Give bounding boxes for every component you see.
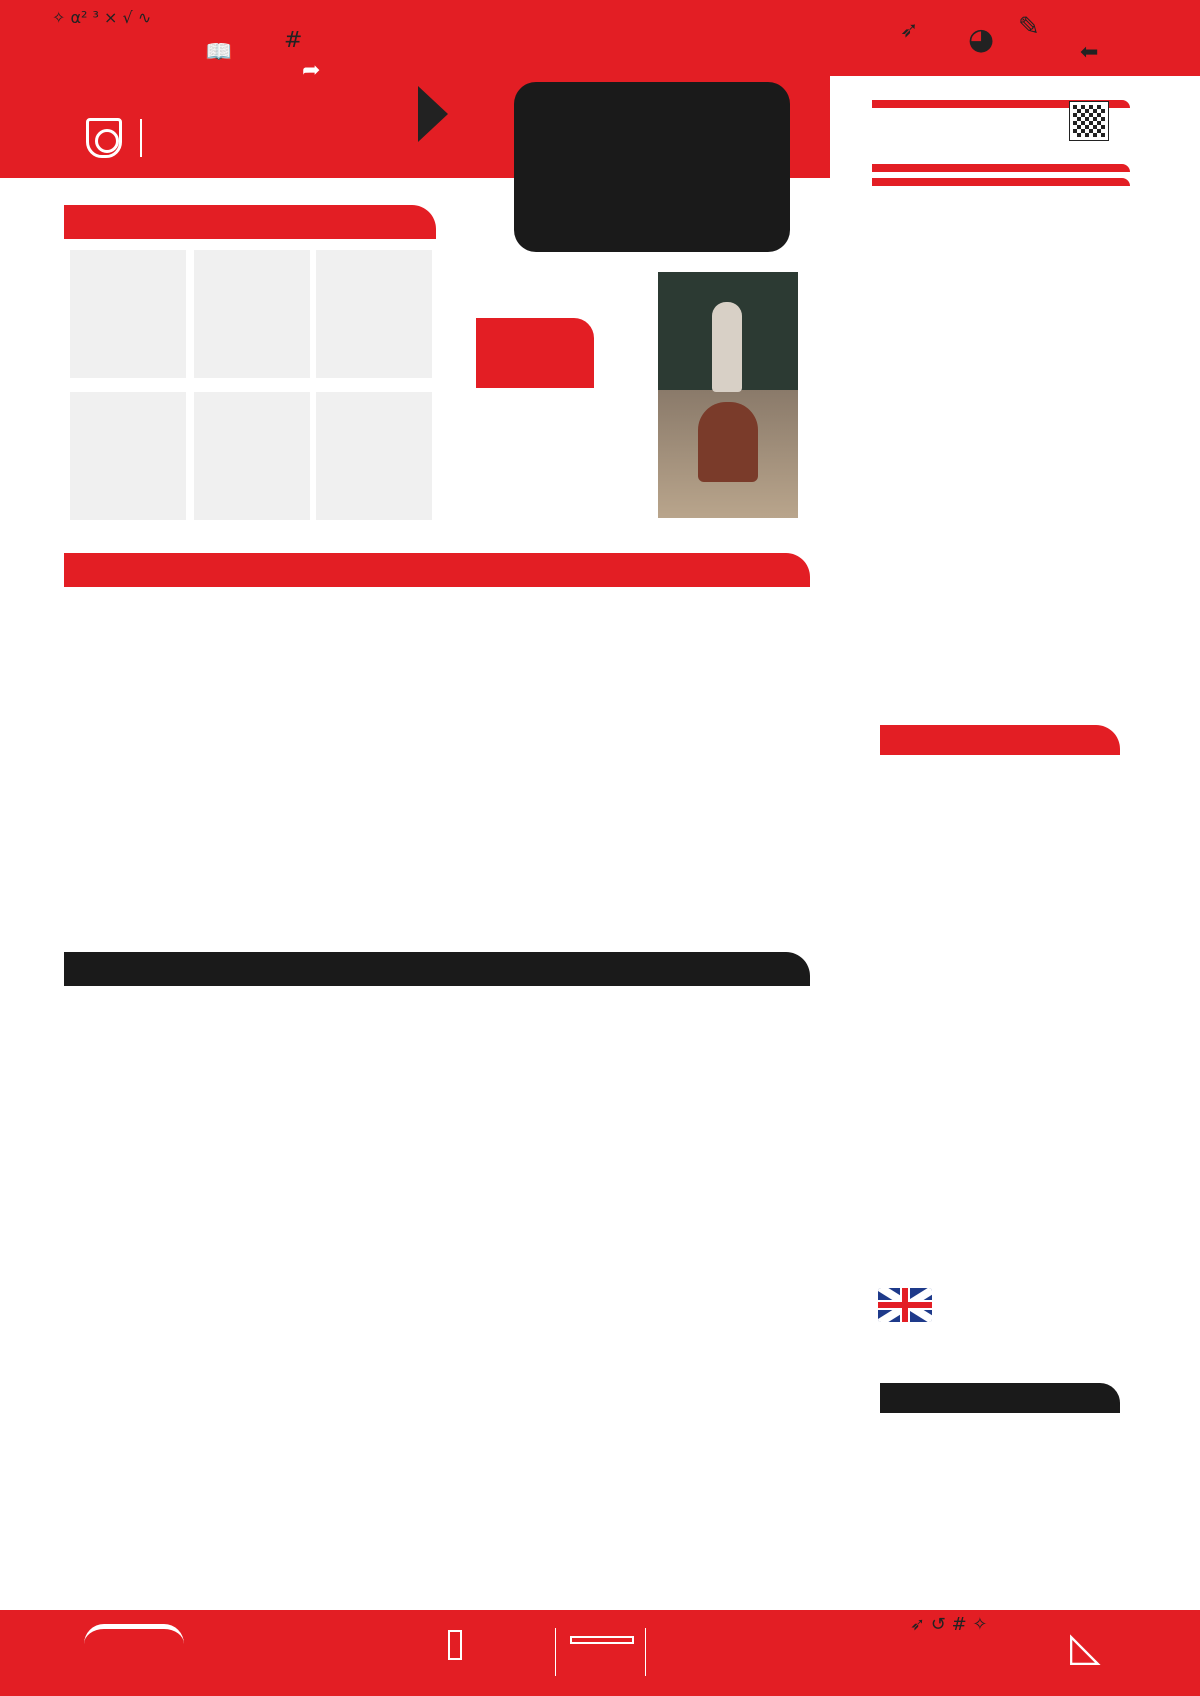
card-gap — [324, 402, 424, 408]
section-cursos — [64, 553, 810, 587]
logo-divider — [140, 119, 142, 157]
footer-divider — [645, 1628, 646, 1676]
uk-flag-icon — [878, 1288, 932, 1322]
globe-icon: ◕ — [968, 22, 995, 57]
card-gap — [202, 260, 302, 266]
course-card[interactable] — [316, 250, 432, 378]
generalitat-logo — [448, 1626, 568, 1628]
cfpa-arc-icon — [84, 1624, 184, 1644]
section-formacio-basica — [64, 205, 436, 239]
ajuntament-logo — [86, 118, 152, 158]
title-box — [514, 82, 790, 252]
card-gap — [324, 260, 424, 266]
condicions-header — [872, 178, 1130, 186]
student-figure — [698, 402, 758, 482]
course-card[interactable] — [194, 392, 310, 520]
course-card[interactable] — [194, 250, 310, 378]
informacio-header — [872, 164, 1130, 172]
qr-row — [872, 116, 1130, 156]
teacher-figure — [712, 302, 742, 392]
card-gap — [78, 402, 178, 408]
cfpa-logo — [84, 1624, 194, 1638]
hash-icon: # — [284, 28, 303, 53]
course-card[interactable] — [70, 392, 186, 520]
card-gap — [78, 260, 178, 266]
generalitat-shield-icon — [448, 1630, 462, 1660]
rocket-icon: ➶ — [900, 18, 919, 43]
qr-code-icon — [1070, 102, 1108, 140]
section-associacio — [476, 318, 594, 388]
curved-arrow-icon: ➦ — [302, 58, 321, 83]
set-square-icon: ◺ — [1070, 1624, 1101, 1670]
math-doodle-icon: ✧ α² ³ × √ ∿ — [52, 8, 152, 27]
footer-band — [0, 1610, 1200, 1696]
play-arrow-icon — [418, 86, 448, 142]
arrow-icon: ⬅ — [1080, 40, 1099, 65]
classroom-photo — [658, 272, 798, 518]
card-gap — [202, 402, 302, 408]
book-icon: 📖 — [205, 40, 233, 65]
section-rogles-babel — [880, 725, 1120, 755]
paiporta-shield-icon — [86, 118, 122, 158]
right-column — [872, 100, 1130, 192]
footer-doodles-icon: ➶ ↺ # ✧ — [910, 1614, 988, 1635]
footer-divider — [555, 1628, 556, 1676]
diputacio-logo — [570, 1636, 634, 1644]
section-tallers — [64, 952, 810, 986]
course-card[interactable] — [70, 250, 186, 378]
course-card[interactable] — [316, 392, 432, 520]
pencil-icon: ✎ — [1018, 12, 1040, 42]
section-eoi — [880, 1383, 1120, 1413]
